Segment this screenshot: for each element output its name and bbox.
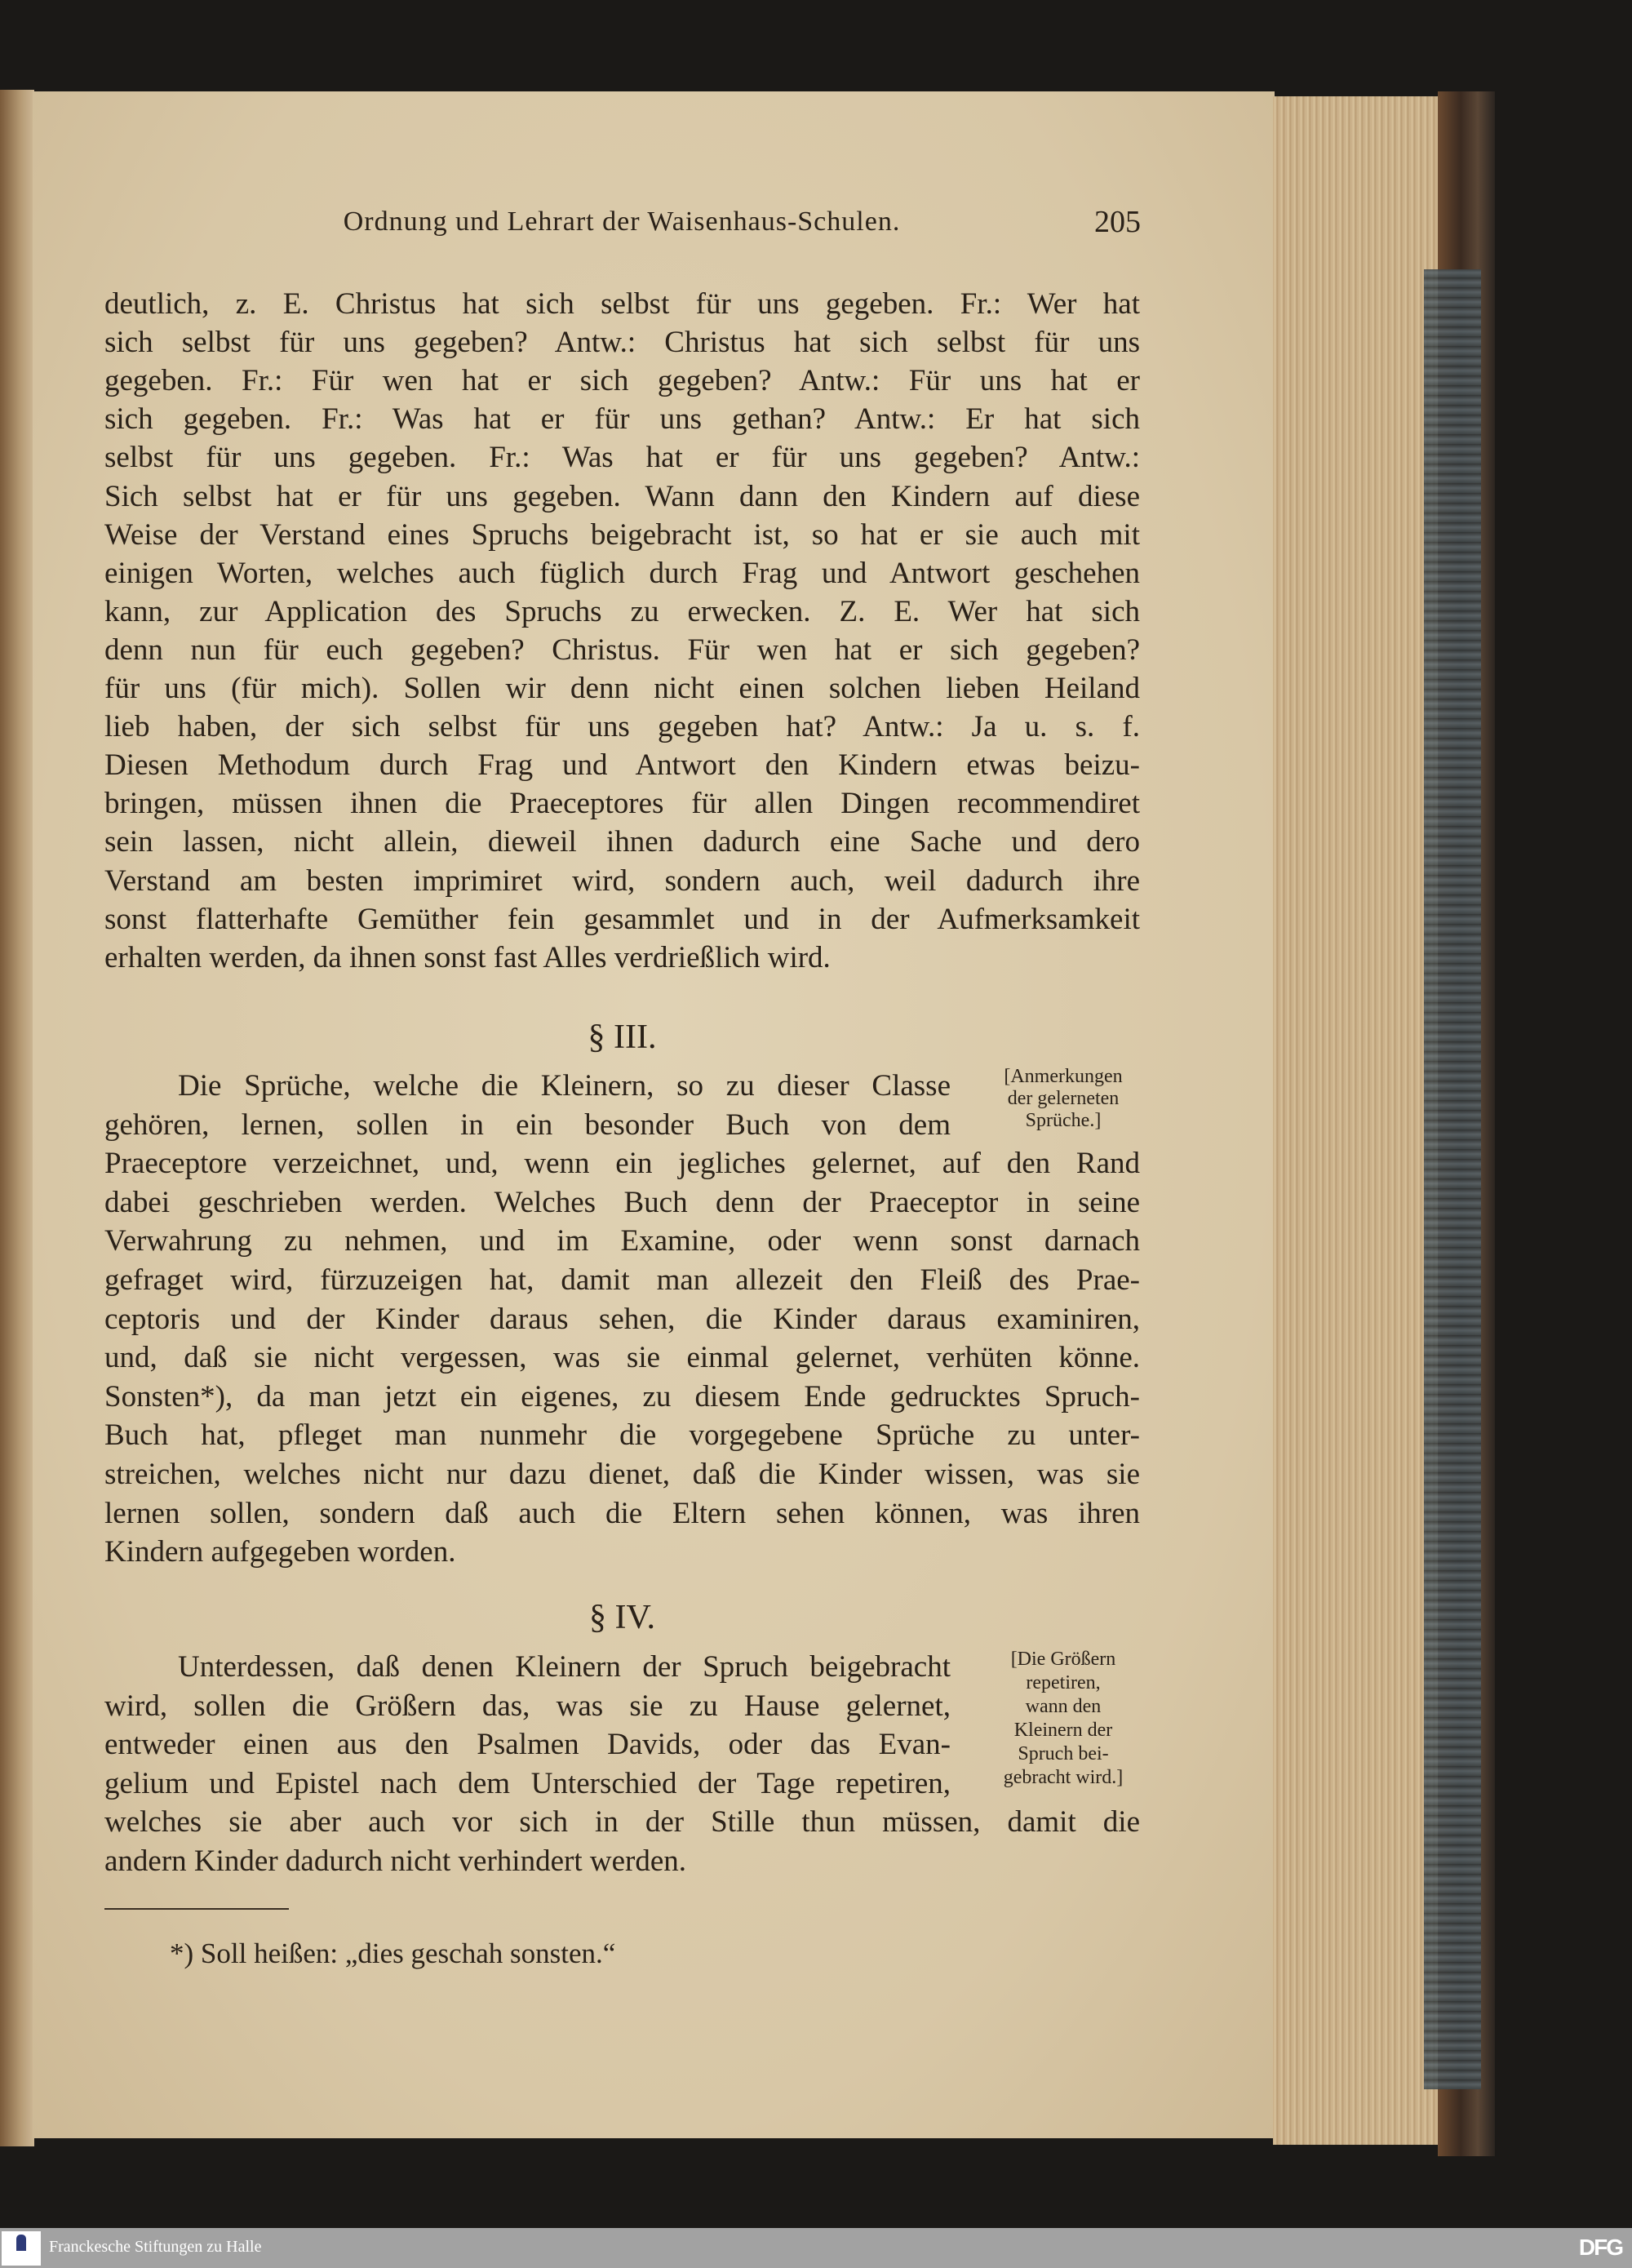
text-line: sich selbst für uns gegeben? Antw.: Christus hat sich selbst für uns (104, 326, 1140, 360)
margin-note-line: [Die Größern (1010, 1649, 1116, 1670)
institution-logo (2, 2231, 41, 2266)
text-line: Diesen Methodum durch Frag und Antwort den Kindern etwas beizu- (104, 748, 1140, 783)
margin-note-line: Spruch bei- (1018, 1743, 1109, 1764)
text-line: gelium und Epistel nach dem Unterschied der Tage repetiren, (104, 1766, 951, 1800)
viewer-footer (0, 2228, 1632, 2268)
margin-note-line: wann den (1025, 1696, 1102, 1717)
text-line: Weise der Verstand eines Spruchs beigebracht ist, so hat er sie auch mit (104, 517, 1140, 552)
text-line: Verwahrung zu nehmen, und im Examine, oder wenn sonst darnach (104, 1224, 1140, 1258)
text-line: lieb haben, der sich selbst für uns gegeben hat? Antw.: Ja u. s. f. (104, 710, 1140, 744)
text-line: bringen, müssen ihnen die Praeceptores für allen Dingen recommendiret (104, 787, 1140, 821)
text-line: Kindern aufgegeben worden. (104, 1535, 456, 1569)
text-line: kann, zur Application des Spruchs zu erwecken. Z. E. Wer hat sich (104, 594, 1140, 628)
text-line: welches sie aber auch vor sich in der Stille thun müssen, damit die (104, 1805, 1140, 1840)
text-line: gehören, lernen, sollen in ein besonder Buch von dem (104, 1107, 951, 1142)
footnote-rule (104, 1908, 289, 1910)
text-line: Sich selbst hat er für uns gegeben. Wann dann den Kindern auf diese (104, 479, 1140, 513)
text-line: ceptoris und der Kinder daraus sehen, die Kinder daraus examiniren, (104, 1302, 1140, 1336)
text-line: sonst flatterhafte Gemüther fein gesammlet und in der Aufmerksamkeit (104, 902, 1140, 936)
dfg-logo: DFG (1578, 2235, 1622, 2260)
text-line: streichen, welches nicht nur dazu dienet, daß die Kinder wissen, was sie (104, 1458, 1140, 1491)
text-line: gefraget wird, fürzuzeigen hat, damit man allezeit den Fleiß des Prae- (104, 1263, 1140, 1297)
text-line: erhalten werden, da ihnen sonst fast Alles verdrießlich wird. (104, 940, 831, 974)
running-title: Ordnung und Lehrart der Waisenhaus-Schulen. (343, 206, 901, 237)
margin-note-line: der gelerneten (1007, 1088, 1120, 1109)
margin-note-line: Kleinern der (1013, 1720, 1113, 1741)
text-line: wird, sollen die Größern das, was sie zu Hause gelernet, (104, 1689, 951, 1723)
text-line: entweder einen aus den Psalmen Davids, oder das Evan- (104, 1728, 951, 1762)
text-line: denn nun für euch gegeben? Christus. Für wen hat er sich gegeben? (104, 632, 1140, 667)
text-line: einigen Worten, welches auch füglich durch Frag und Antwort geschehen (104, 556, 1140, 590)
cover-marbling (1424, 269, 1481, 2089)
text-line: Buch hat, pfleget man nunmehr die vorgegebene Sprüche zu unter- (104, 1418, 1140, 1453)
institution-name: Franckesche Stiftungen zu Halle (49, 2238, 262, 2256)
text-line: Sonsten*), da man jetzt ein eigenes, zu diesem Ende gedrucktes Spruch- (104, 1379, 1140, 1414)
text-line: selbst für uns gegeben. Fr.: Was hat er für uns gegeben? Antw.: (104, 441, 1140, 475)
text-line: Verstand am besten imprimiret wird, sondern auch, weil dadurch ihre (104, 863, 1140, 898)
text-line: deutlich, z. E. Christus hat sich selbst für uns gegeben. Fr.: Wer hat (104, 287, 1140, 321)
section-heading-4: § IV. (589, 1599, 655, 1636)
text-line: für uns (für mich). Sollen wir denn nicht einen solchen lieben Heiland (104, 672, 1140, 705)
logo-figure-icon (16, 2235, 26, 2251)
text-line: lernen sollen, sondern daß auch die Eltern sehen können, was ihren (104, 1496, 1140, 1530)
text-line: Unterdessen, daß denen Kleinern der Spruch beigebracht (178, 1650, 951, 1684)
text-line: und, daß sie nicht vergessen, was sie einmal gelernet, verhüten könne. (104, 1341, 1140, 1375)
margin-note-line: repetiren, (1026, 1672, 1101, 1693)
text-line: gegeben. Fr.: Für wen hat er sich gegeben? Antw.: Für uns hat er (104, 364, 1140, 398)
section-heading-3: § III. (588, 1019, 657, 1056)
facing-page-edge (0, 90, 34, 2146)
margin-note-line: Sprüche.] (1025, 1110, 1102, 1131)
page-number: 205 (1094, 205, 1141, 239)
text-line: Praeceptore verzeichnet, und, wenn ein jegliches gelernet, auf den Rand (104, 1147, 1140, 1181)
text-line: Die Sprüche, welche die Kleinern, so zu dieser Classe (178, 1069, 951, 1103)
margin-note-line: gebracht wird.] (1003, 1767, 1124, 1788)
page-stack-edges (1273, 96, 1440, 2145)
text-line: dabei geschrieben werden. Welches Buch denn der Praeceptor in seine (104, 1185, 1140, 1219)
footnote: *) Soll heißen: „dies geschah sonsten.“ (170, 1937, 616, 1969)
text-line: sich gegeben. Fr.: Was hat er für uns gethan? Antw.: Er hat sich (104, 402, 1140, 437)
text-line: sein lassen, nicht allein, dieweil ihnen dadurch eine Sache und dero (104, 825, 1140, 859)
margin-note-line: [Anmerkungen (1004, 1066, 1123, 1087)
text-line: andern Kinder dadurch nicht verhindert werden. (104, 1844, 686, 1878)
